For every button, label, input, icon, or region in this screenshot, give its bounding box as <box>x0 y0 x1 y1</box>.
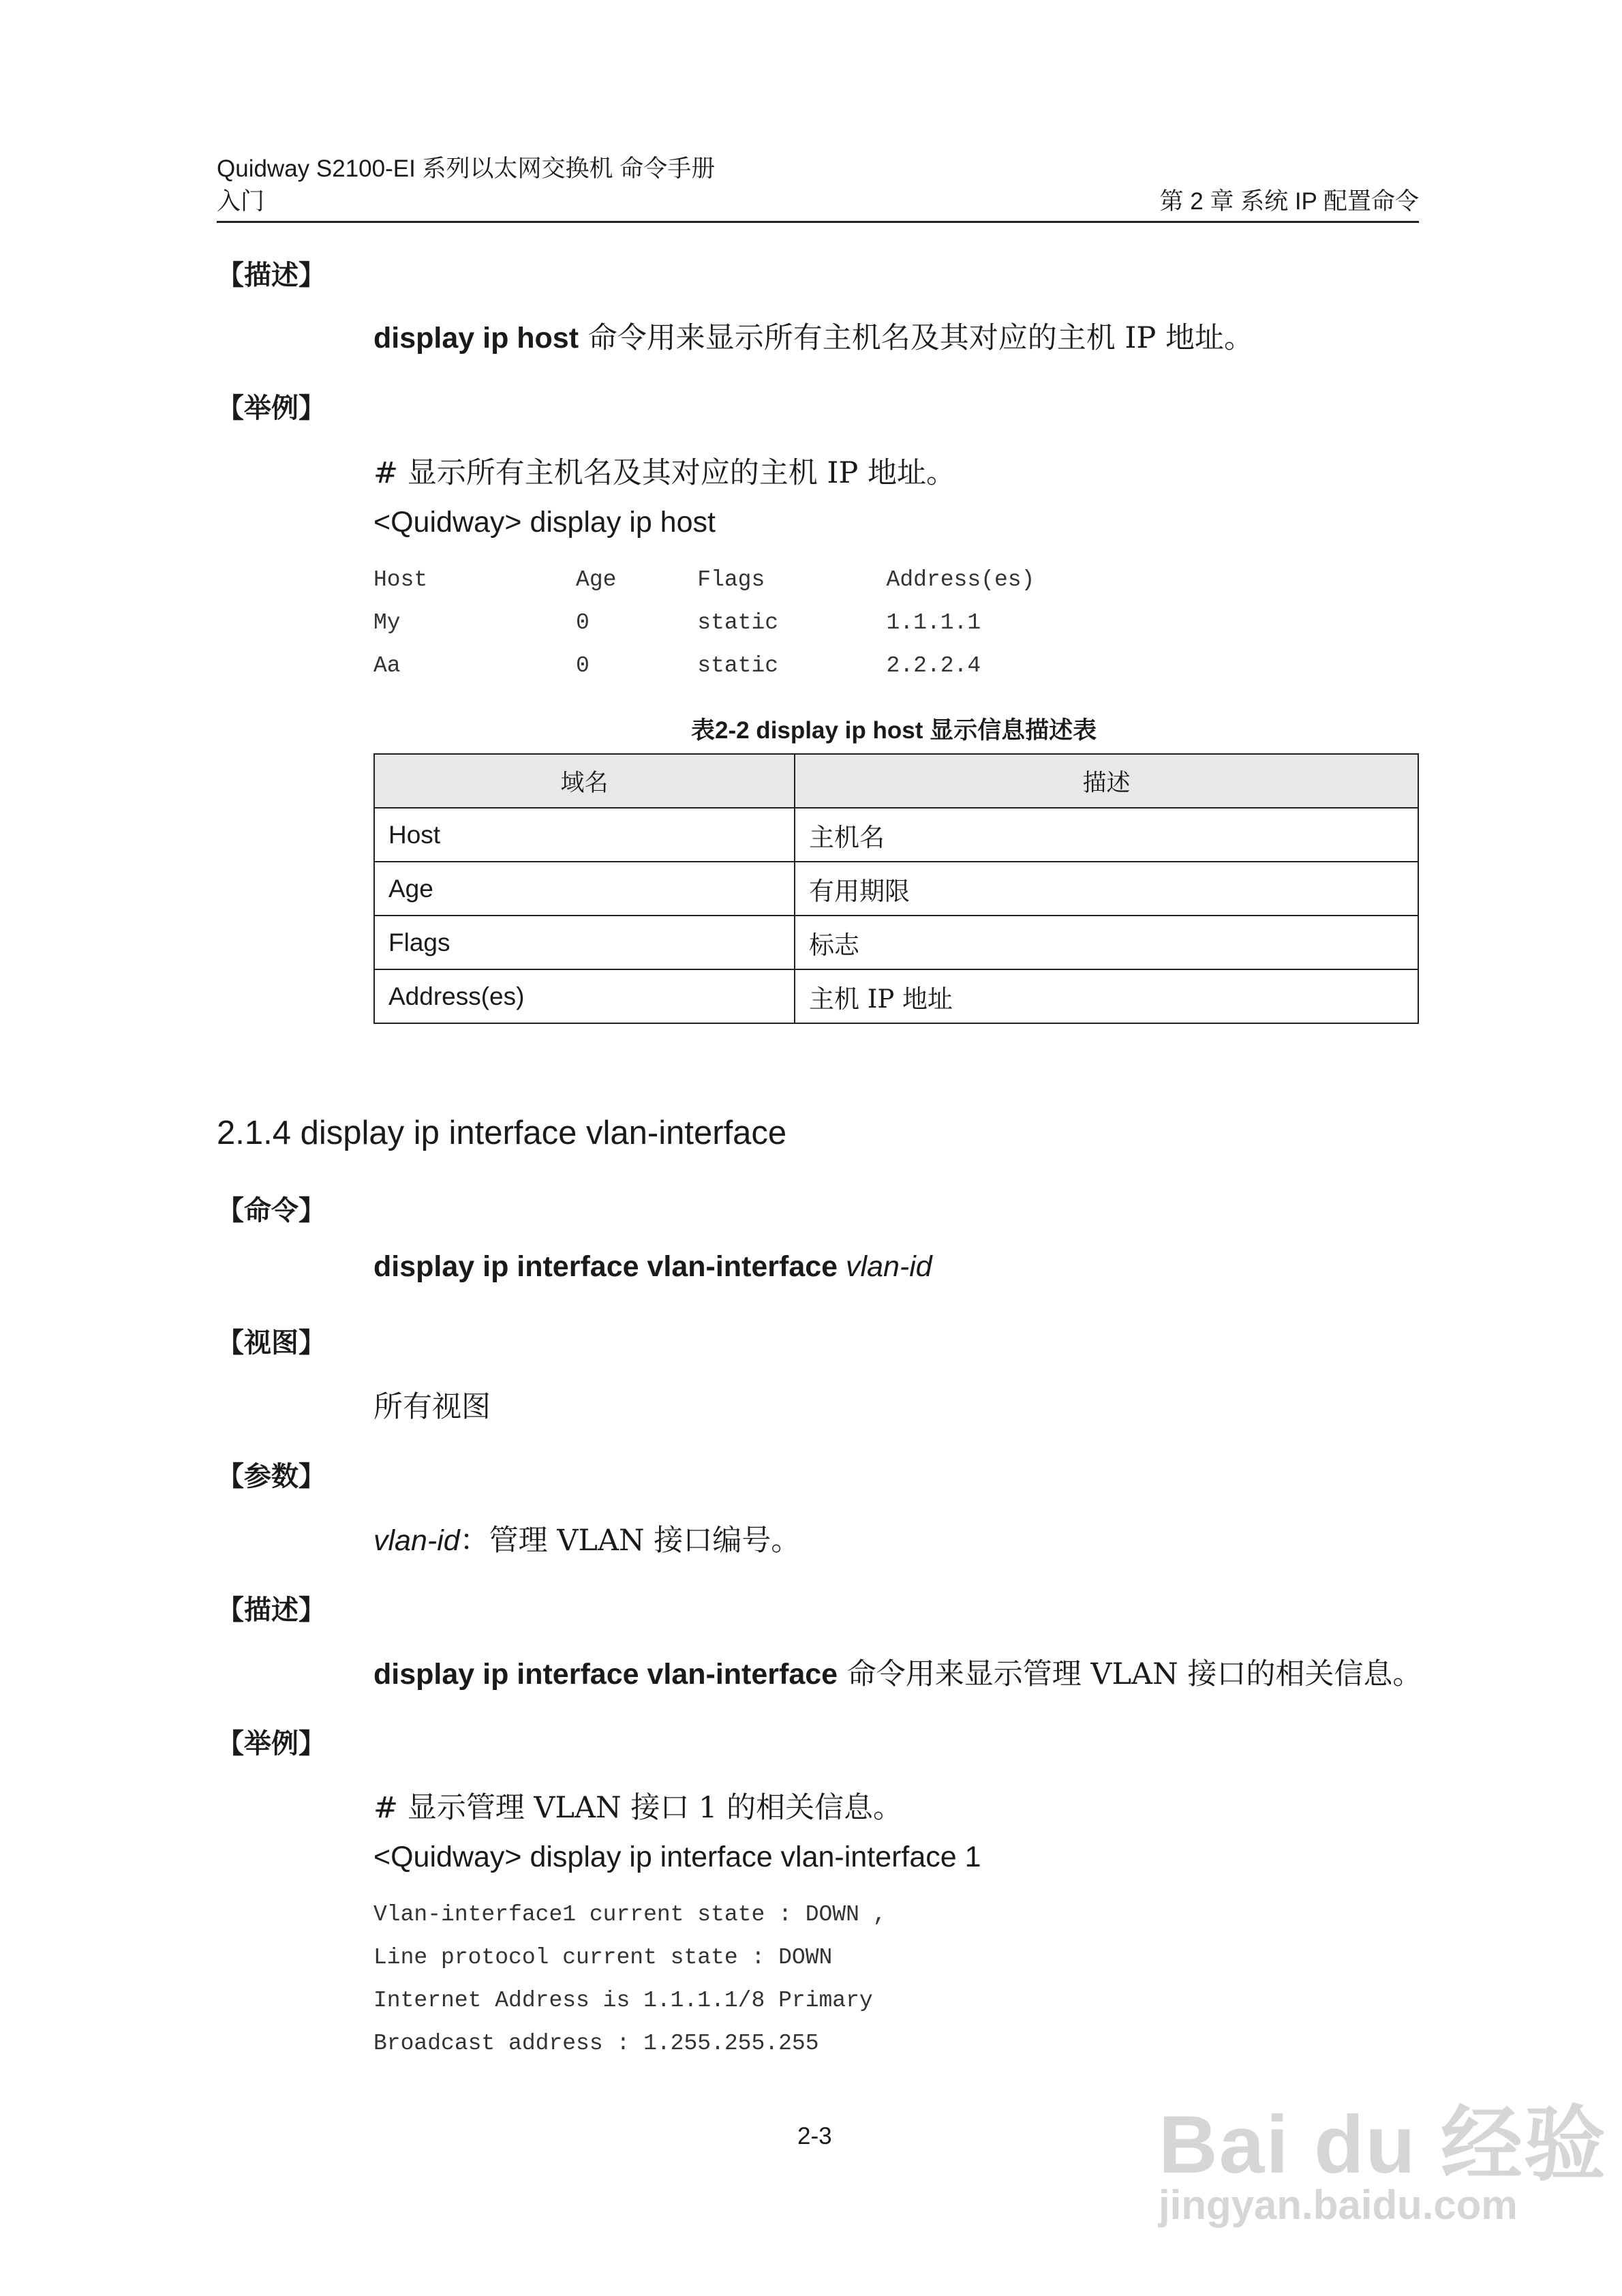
parameter-description: ：管理 VLAN 接口编号。 <box>459 1524 801 1558</box>
header-rule <box>217 221 1419 223</box>
output-line: Line protocol current state : DOWN <box>373 1945 833 1970</box>
table-header-row <box>374 754 1418 808</box>
output-line: Host Age Flags Address(es) <box>373 567 1035 592</box>
example-comment: # 显示所有主机名及其对应的主机 IP 地址。 <box>373 456 955 490</box>
example-heading: 【举例】 <box>217 393 326 423</box>
description-text <box>373 315 1253 357</box>
output-line: My 0 static 1.1.1.1 <box>373 610 981 635</box>
header-subtitle: 入门 <box>217 188 265 215</box>
command-keyword: display ip interface vlan-interface <box>373 1250 838 1283</box>
table-row <box>374 808 1418 862</box>
output-line: Vlan-interface1 current state : DOWN , <box>373 1902 887 1927</box>
table-row <box>374 969 1418 1023</box>
example-heading: 【举例】 <box>217 1729 326 1759</box>
command-syntax <box>373 1250 932 1284</box>
header-chapter: 第 2 章 系统 IP 配置命令 <box>1159 188 1419 215</box>
description-heading: 【描述】 <box>217 1595 326 1625</box>
view-heading: 【视图】 <box>217 1328 326 1358</box>
table-caption: 表2-2 display ip host 显示信息描述表 <box>691 717 1097 744</box>
table-cell-field: Host <box>374 808 795 862</box>
page-number: 2-3 <box>797 2123 832 2149</box>
parameter-heading: 【参数】 <box>217 1462 326 1492</box>
table-header-field: 域名 <box>374 754 795 808</box>
example-prompt: <Quidway> display ip host <box>373 506 716 539</box>
section-title: 2.1.4 display ip interface vlan-interface <box>217 1115 787 1151</box>
table-row <box>374 862 1418 916</box>
table-row <box>374 916 1418 969</box>
description-sentence: 命令用来显示管理 VLAN 接口的相关信息。 <box>838 1657 1422 1691</box>
output-line: Internet Address is 1.1.1.1/8 Primary <box>373 1988 873 2013</box>
description-sentence: 命令用来显示所有主机名及其对应的主机 IP 地址。 <box>579 321 1253 355</box>
command-parameter: vlan-id <box>846 1250 932 1283</box>
view-text: 所有视图 <box>373 1390 491 1424</box>
header-title: Quidway S2100-EI 系列以太网交换机 命令手册 <box>217 155 716 182</box>
table-cell-field: Flags <box>374 916 795 969</box>
output-line: Aa 0 static 2.2.2.4 <box>373 653 981 678</box>
command-heading: 【命令】 <box>217 1196 326 1226</box>
example-prompt: <Quidway> display ip interface vlan-interface 1 <box>373 1841 981 1873</box>
field-description-table <box>373 753 1419 1024</box>
watermark-url: jingyan.baidu.com <box>1159 2182 1518 2228</box>
table-cell-field: Age <box>374 862 795 916</box>
table-cell-description: 标志 <box>795 916 1418 969</box>
example-comment: # 显示管理 VLAN 接口 1 的相关信息。 <box>373 1791 903 1825</box>
table-cell-description: 主机 IP 地址 <box>795 969 1418 1023</box>
watermark-logo: Bai du 经验 <box>1159 2099 1608 2190</box>
table-cell-description: 主机名 <box>795 808 1418 862</box>
description-command: display ip interface vlan-interface <box>373 1658 838 1691</box>
table-cell-description: 有用期限 <box>795 862 1418 916</box>
table-cell-field: Address(es) <box>374 969 795 1023</box>
parameter-text <box>373 1517 800 1559</box>
description-command: display ip host <box>373 322 579 354</box>
table-header-description: 描述 <box>795 754 1418 808</box>
description-heading: 【描述】 <box>217 260 326 290</box>
parameter-name: vlan-id <box>373 1524 460 1557</box>
output-line: Broadcast address : 1.255.255.255 <box>373 2031 819 2056</box>
description-text <box>373 1651 1422 1693</box>
